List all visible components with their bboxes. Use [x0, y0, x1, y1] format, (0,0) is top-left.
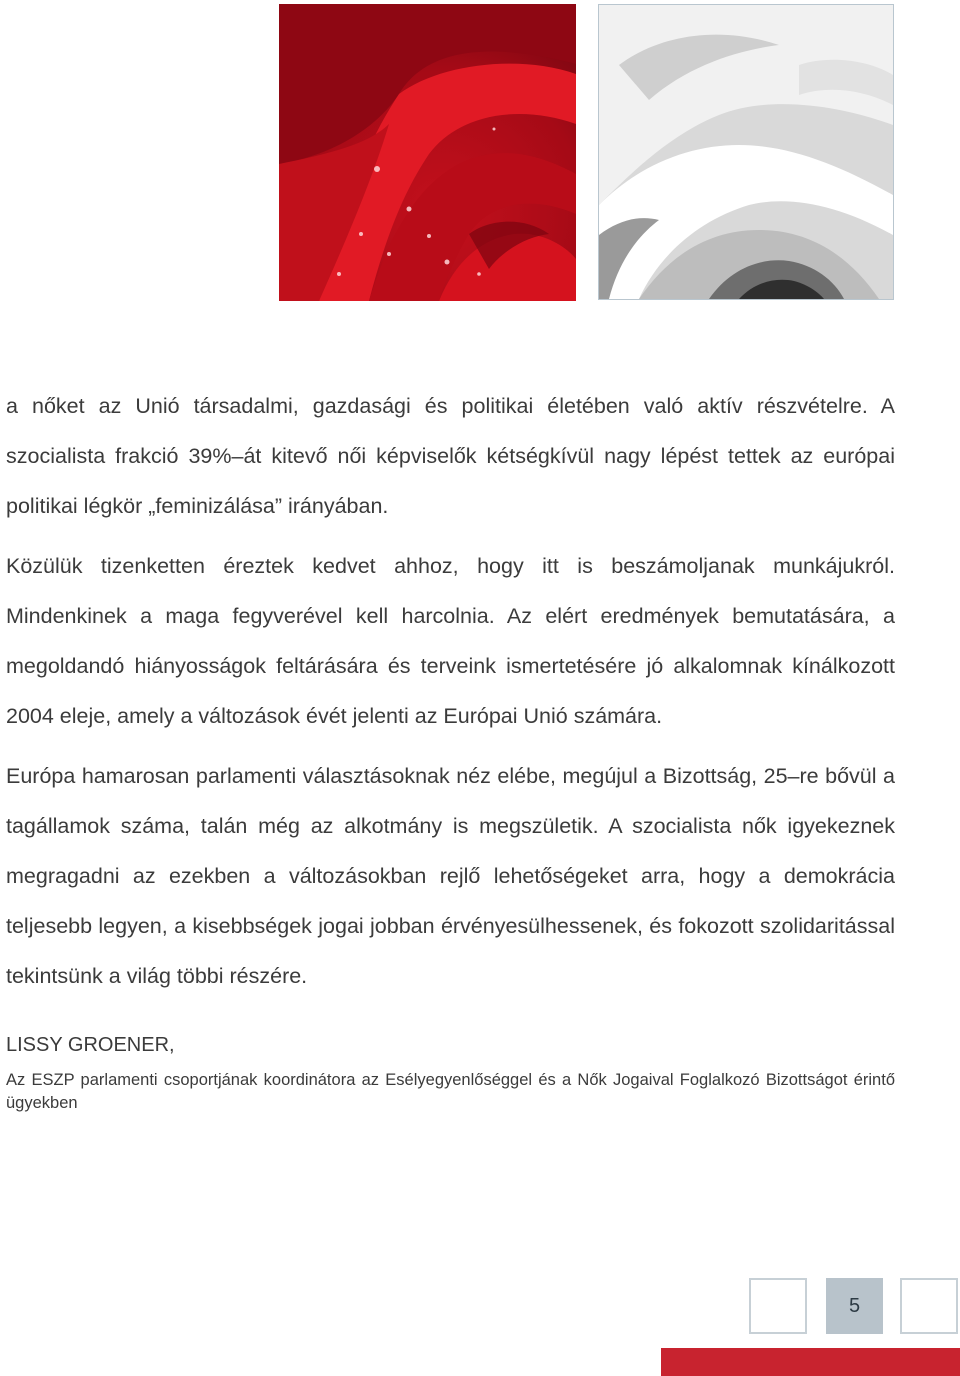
body-paragraph-2-text: Közülük tizenketten éreztek kedvet ahhoz, hogy itt is beszámoljanak munkájukról. Mindenkinek a maga fegyverével kell harcolnia. Az elért eredmények bemutatására, a megoldandó hiányosságok feltárására és terveink ismertetésére jó alkalomnak kínálkozott 2004 eleje, amely a változások évét jelenti az Európai Unió számára. — [6, 554, 895, 728]
signature-role: Az ESZP parlamenti csoportjának koordinátora az Esélyegyenlőséggel és a Nők Jogaival Foglalkozó Bizottságot érintő ügyekben — [6, 1071, 895, 1112]
footer-box-right — [900, 1278, 958, 1334]
red-rose-image — [279, 4, 576, 301]
footer-accent-bar — [661, 1348, 960, 1376]
body-paragraph-3-text: Európa hamarosan parlamenti választásoknak néz elébe, megújul a Bizottság, 25–re bővül a tagállamok száma, talán még az alkotmány is megszületik. A szocialista nők igyekeznek megragadni az ezekben a változásokban rejlő lehetőségeket arra, hogy a demokrácia teljesebb legyen, a kisebbségek jogai jobban érvényesülhessenek, és fokozott szolidaritással tekintsünk a világ többi részére. — [6, 764, 895, 988]
body-paragraph-2 — [6, 541, 895, 741]
page-number: 5 — [826, 1278, 883, 1334]
body-paragraph-1-text: a nőket az Unió társadalmi, gazdasági és politikai életében való aktív részvételre. A szocialista frakció 39%–át kitevő női képviselők kétségkívül nagy lépést tettek az európai politikai légkör „feminizálása” irányában. — [6, 394, 895, 518]
footer-box-left — [749, 1278, 807, 1334]
body-paragraph-1 — [6, 381, 895, 531]
signature-name: LISSY GROENER, — [6, 1034, 175, 1056]
body-paragraph-3 — [6, 751, 895, 1001]
white-rose-image — [598, 4, 894, 300]
